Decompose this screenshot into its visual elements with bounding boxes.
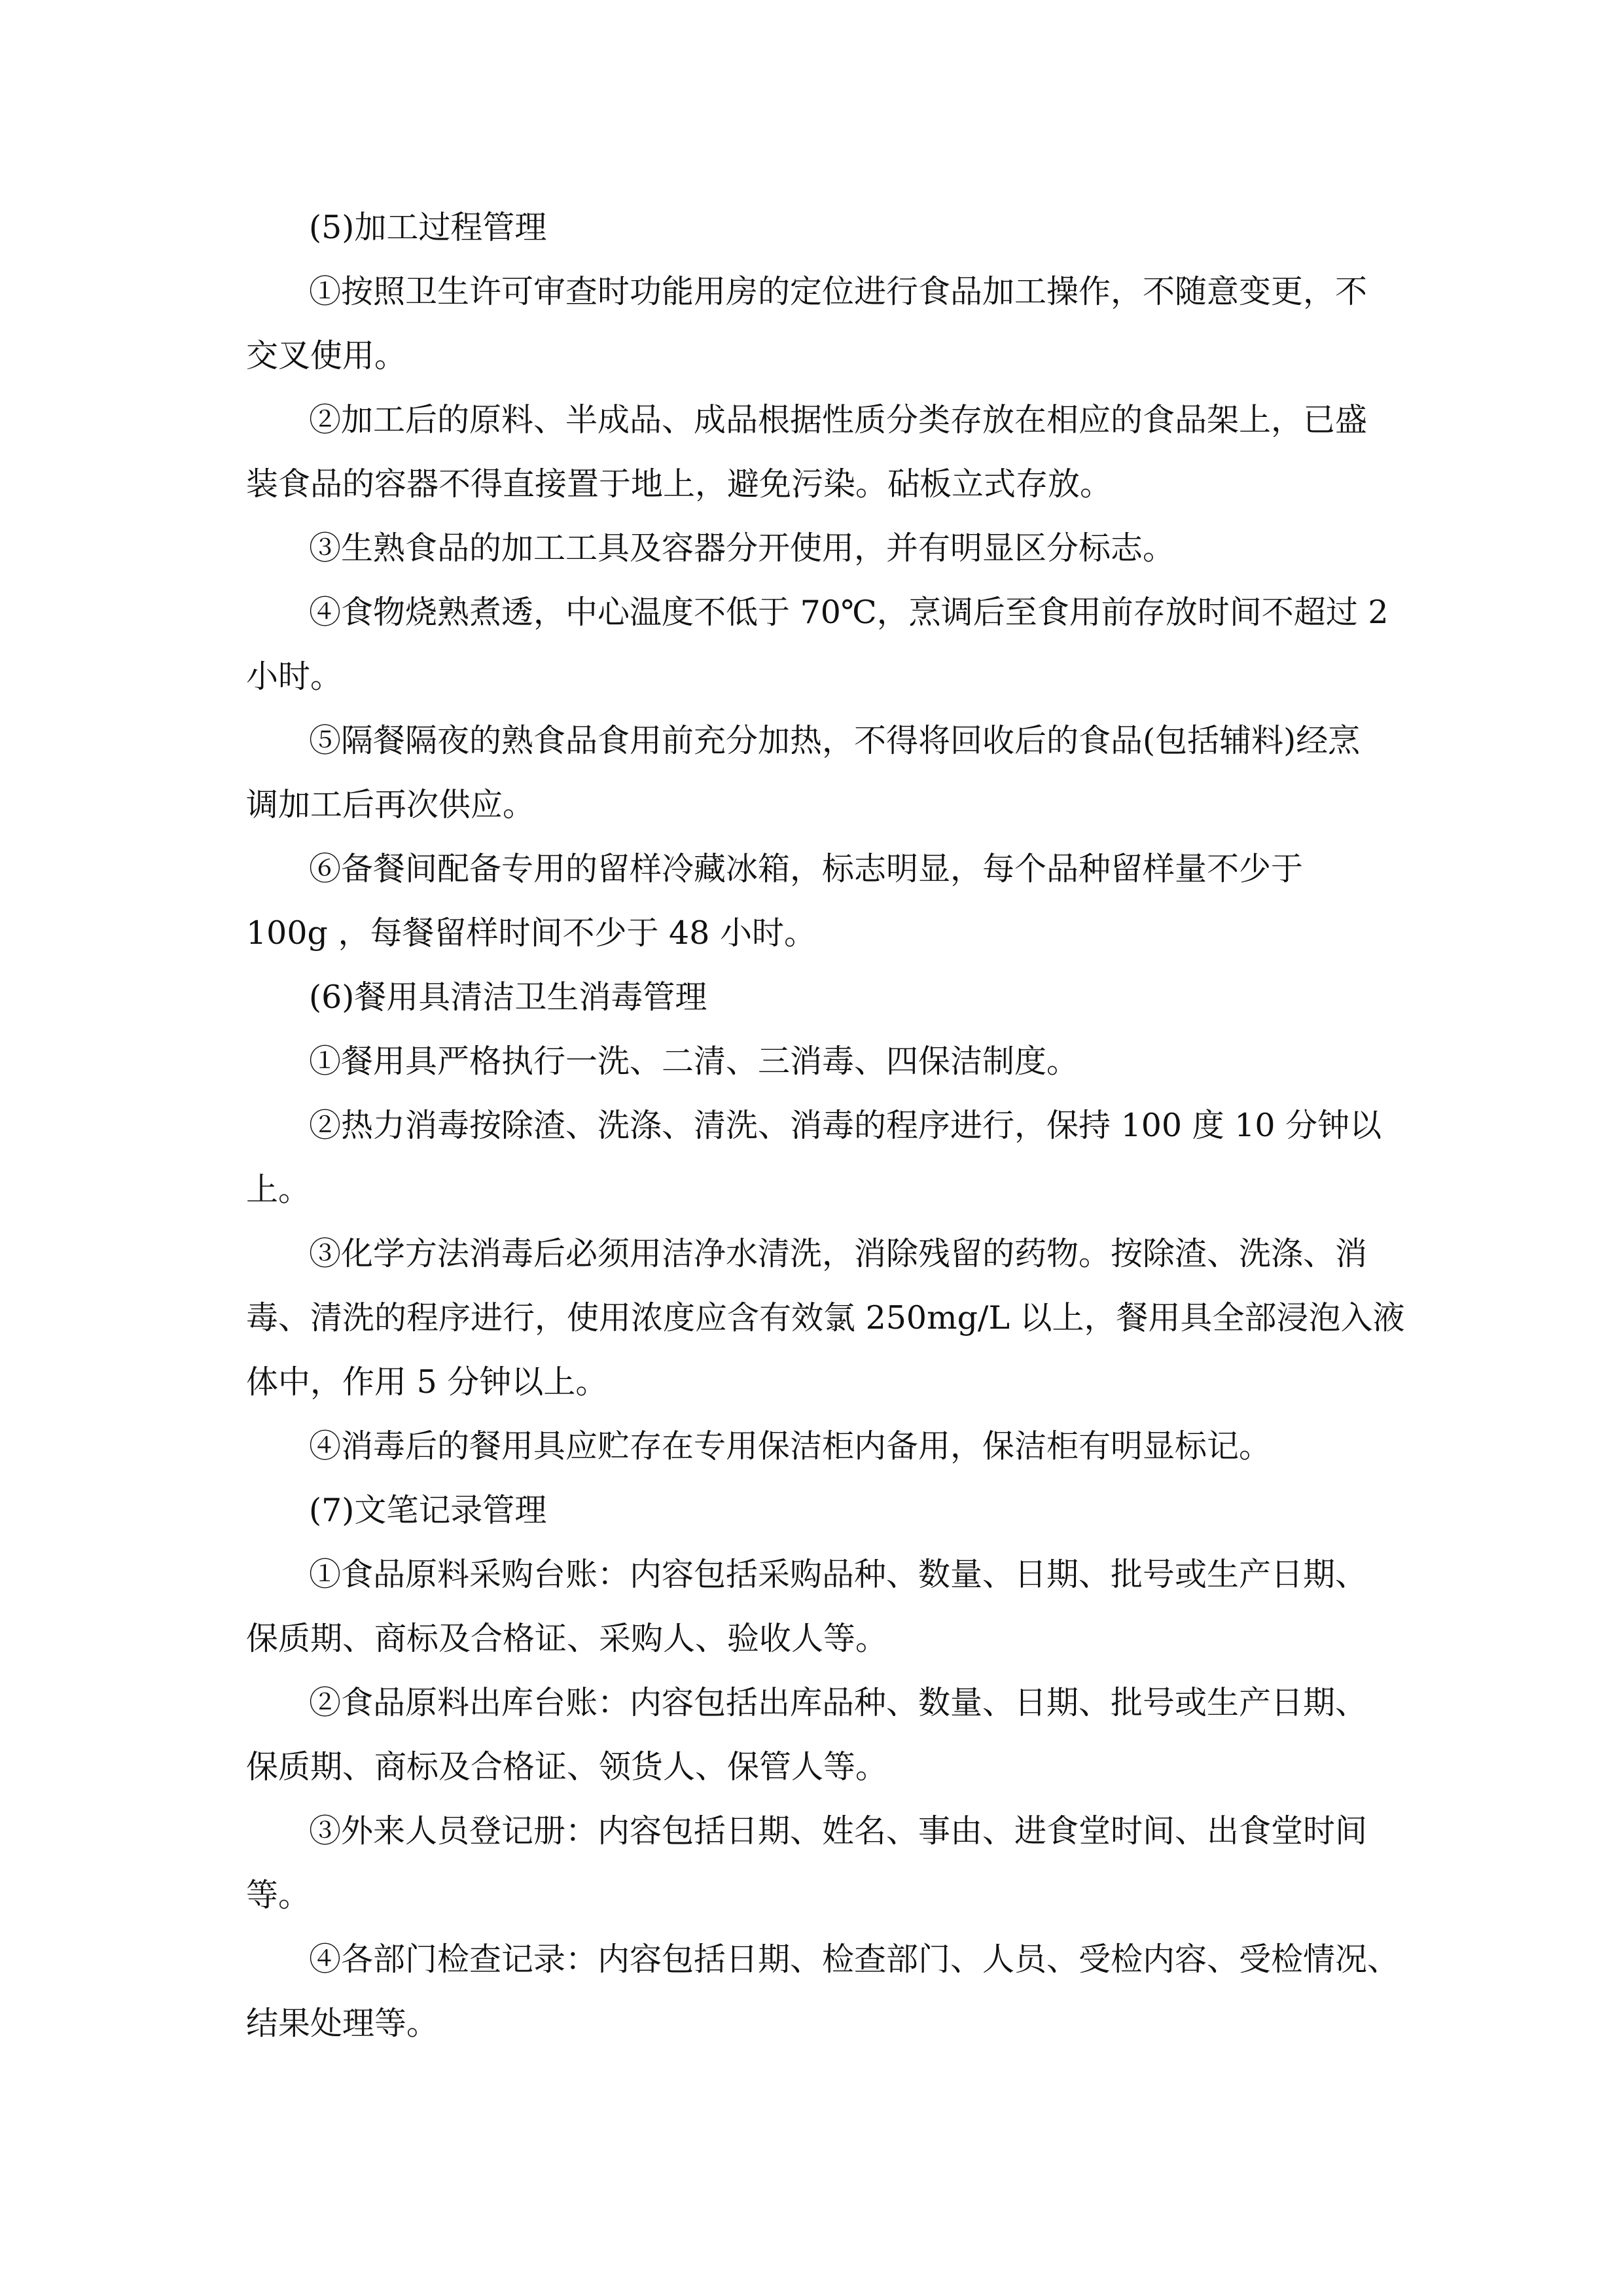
paragraph-line: 保质期、商标及合格证、领货人、保管人等。 [246, 1748, 888, 1785]
paragraph-line: 上。 [246, 1171, 311, 1208]
paragraph-line: 装食品的容器不得直接置于地上，避免污染。砧板立式存放。 [246, 465, 1113, 503]
paragraph-line: ①按照卫生许可审查时功能用房的定位进行食品加工操作，不随意变更，不 [309, 273, 1368, 310]
paragraph-line: 体中，作用 5 分钟以上。 [246, 1363, 608, 1401]
paragraph-line: ②加工后的原料、半成品、成品根据性质分类存放在相应的食品架上，已盛 [309, 401, 1368, 439]
paragraph-line: ②食品原料出库台账：内容包括出库品种、数量、日期、批号或生产日期、 [309, 1684, 1368, 1721]
paragraph-line: 调加工后再次供应。 [246, 786, 535, 823]
heading-records-management: (7)文笔记录管理 [309, 1492, 547, 1529]
paragraph-line: 保质期、商标及合格证、采购人、验收人等。 [246, 1620, 888, 1657]
paragraph-line: 等。 [246, 1876, 311, 1914]
paragraph-line: 小时。 [246, 658, 343, 695]
paragraph-line: ⑤隔餐隔夜的熟食品食用前充分加热，不得将回收后的食品(包括辅料)经烹 [309, 722, 1361, 759]
paragraph-line: 结果处理等。 [246, 2005, 439, 2042]
paragraph-line: 100g ，每餐留样时间不少于 48 小时。 [246, 914, 816, 952]
paragraph-line: ④食物烧熟煮透，中心温度不低于 70℃，烹调后至食用前存放时间不超过 2 [309, 594, 1389, 631]
paragraph-line: ③化学方法消毒后必须用洁净水清洗，消除残留的药物。按除渣、洗涤、消 [309, 1235, 1368, 1272]
paragraph-line: ③外来人员登记册：内容包括日期、姓名、事由、进食堂时间、出食堂时间 [309, 1812, 1368, 1850]
paragraph-line: ①食品原料采购台账：内容包括采购品种、数量、日期、批号或生产日期、 [309, 1556, 1368, 1593]
paragraph-line: ⑥备餐间配备专用的留样冷藏冰箱，标志明显，每个品种留样量不少于 [309, 850, 1304, 888]
paragraph-line: 毒、清洗的程序进行，使用浓度应含有效氯 250mg/L 以上，餐用具全部浸泡入液 [246, 1299, 1405, 1336]
paragraph-line: ③生熟食品的加工工具及容器分开使用，并有明显区分标志。 [309, 529, 1175, 567]
paragraph-line: ④消毒后的餐用具应贮存在专用保洁柜内备用，保洁柜有明显标记。 [309, 1427, 1272, 1465]
paragraph-line: ②热力消毒按除渣、洗涤、清洗、消毒的程序进行，保持 100 度 10 分钟以 [309, 1107, 1382, 1144]
paragraph-line: ①餐用具严格执行一洗、二清、三消毒、四保洁制度。 [309, 1043, 1079, 1080]
paragraph-line: 交叉使用。 [246, 337, 407, 374]
paragraph-line: ④各部门检查记录：内容包括日期、检查部门、人员、受检内容、受检情况、 [309, 1941, 1400, 1978]
heading-processing-management: (5)加工过程管理 [309, 209, 547, 246]
heading-tableware-disinfection: (6)餐用具清洁卫生消毒管理 [309, 978, 707, 1016]
